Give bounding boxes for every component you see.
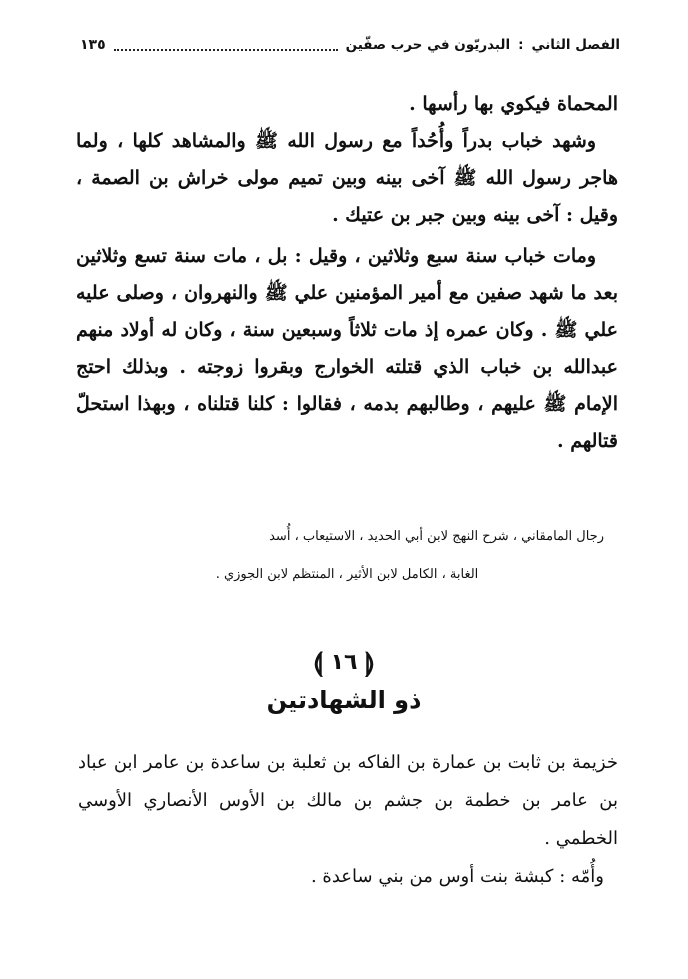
paragraph-1: المحماة فيكوي بها رأسها . bbox=[409, 93, 618, 115]
page-number: ١٣٥ bbox=[80, 37, 106, 53]
paragraph-3: ومات خباب سنة سبع وثلاثين ، وقيل : بل ، مات سنة تسع وثلاثين بعد ما شهد صفين مع أمير المؤمنين علي ﷺ والنهروان ، وصلى عليه علي ﷺ . وكان عمره إذ مات ثلاثاً وسبعين سنة ، وكان له أولاد منهم عبدالله بن خباب الذي قتلته الخوارج وبقروا زوجته . وبذلك احتج الإمام ﷺ عليهم ، وطالبهم بدمه ، فقالوا : كلنا قتلناه ، وبهذا استحلّ قتالهم . bbox=[76, 245, 618, 452]
ornament-left-icon: ⟭ bbox=[313, 648, 323, 678]
bio-paragraph-1: خزيمة بن ثابت بن عمارة بن الفاكه بن ثعلبة بن ساعدة بن عامر ابن عباد بن عامر بن خطمة بن جشم بن مالك بن الأوس الأنصاري الأوسي الخطمي . bbox=[78, 752, 618, 849]
bio-paragraph-2: وأُمّه : كبشة بنت أوس من بني ساعدة . bbox=[310, 866, 604, 887]
footnote bbox=[90, 518, 604, 594]
header-separator: : bbox=[518, 37, 524, 53]
section-title: ذو الشهادتين bbox=[266, 686, 422, 714]
main-text bbox=[76, 86, 618, 460]
header-chapter: الفصل الثاني bbox=[531, 37, 620, 53]
running-header bbox=[80, 32, 620, 58]
biography-text bbox=[78, 744, 618, 896]
ornament-right-icon: ⟬ bbox=[365, 648, 375, 678]
footnote-line-1: رجال المامقاني ، شرح النهج لابن أبي الحديد ، الاستيعاب ، أُسد bbox=[269, 529, 604, 544]
header-leader-dots bbox=[114, 39, 338, 51]
section-number: ١٦ bbox=[330, 650, 358, 675]
footnote-line-2: الغابة ، الكامل لابن الأثير ، المنتظم لابن الجوزي . bbox=[215, 567, 479, 582]
header-section: البدريّون في حرب صفّين bbox=[345, 37, 511, 53]
section-number-ornament bbox=[0, 648, 688, 679]
paragraph-2: وشهد خباب بدراً وأُحُداً مع رسول الله ﷺ والمشاهد كلها ، ولما هاجر رسول الله ﷺ آخى بينه وبين تميم مولى خراش بن الصمة ، وقيل : آخى بينه وبين جبر بن عتيك . bbox=[76, 130, 618, 226]
